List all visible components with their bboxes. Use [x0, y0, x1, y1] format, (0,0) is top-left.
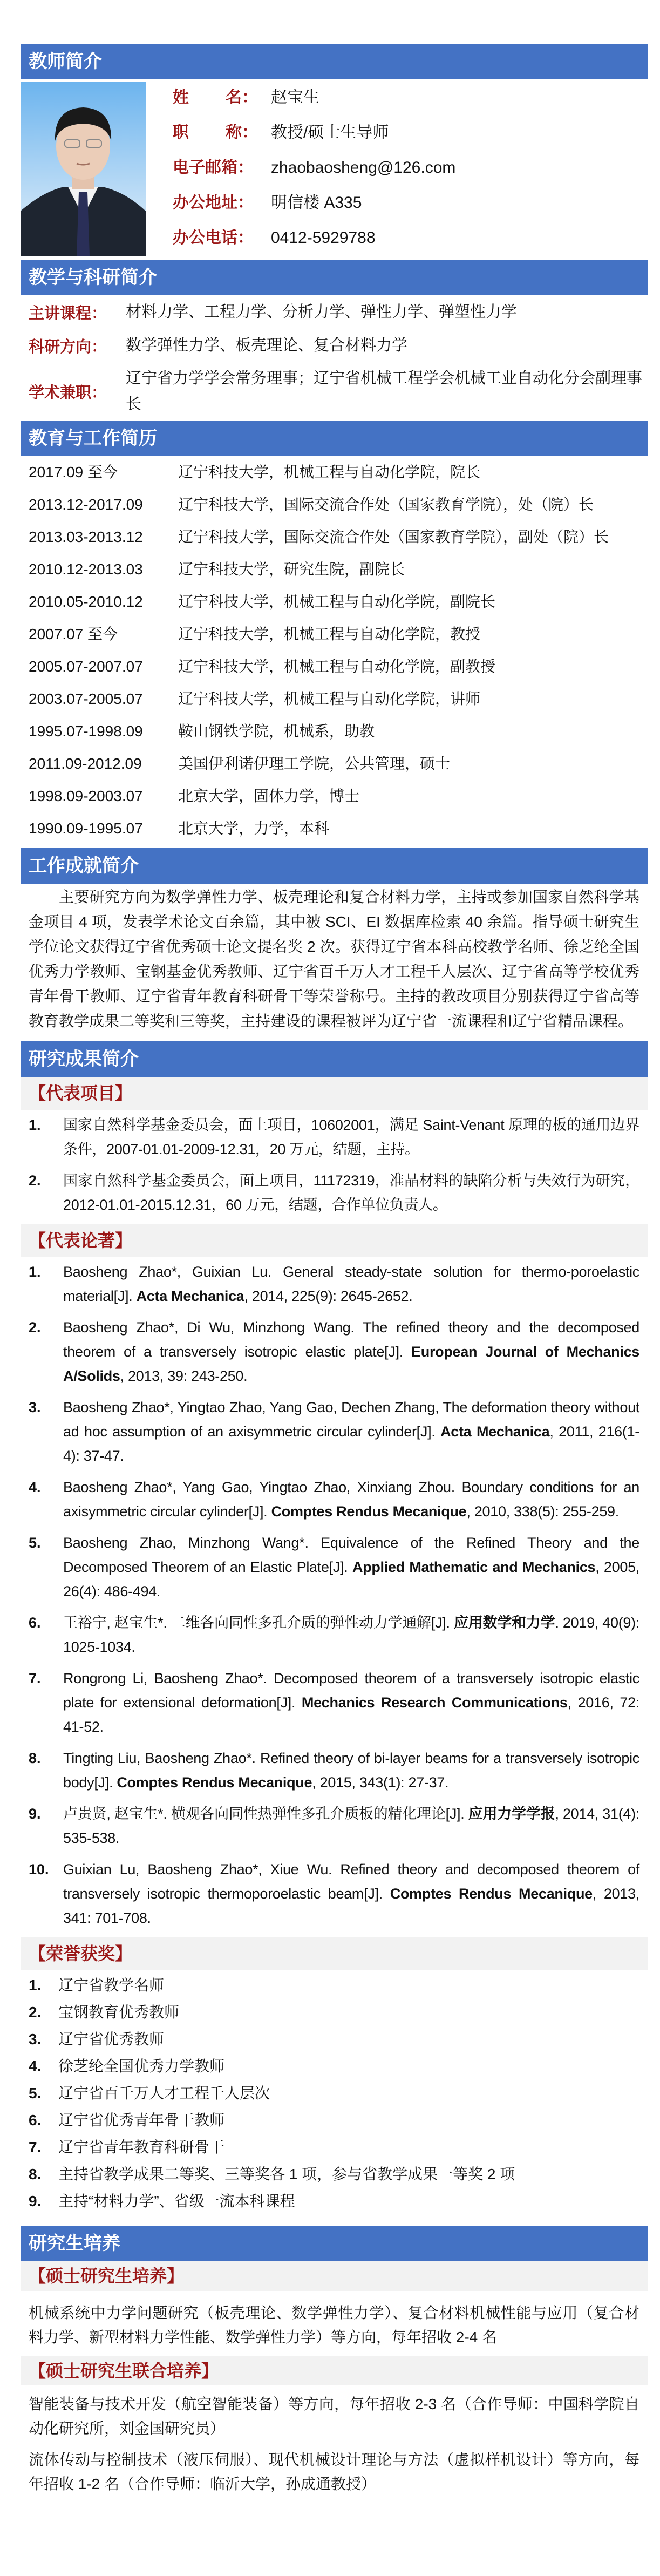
history-row [21, 748, 648, 780]
honor-item [29, 2080, 639, 2107]
history-row [21, 586, 648, 618]
item-number: 9. [29, 1806, 41, 1822]
subheader-joint: 【硕士研究生联合培养】 [21, 2356, 648, 2385]
teaching-row-research [21, 329, 648, 362]
paper-authors-title: Baosheng Zhao, Minzhong Wang*. Equivalence of the Refined Theory and the Decomposed Theorem of an Elastic Plate[J]. [63, 1535, 639, 1575]
honor-item [29, 1972, 639, 1999]
history-row [21, 683, 648, 715]
paper-journal: Acta Mechanica [440, 1423, 550, 1440]
profile-card [21, 82, 648, 257]
history-row [21, 553, 648, 586]
info-label [173, 117, 258, 149]
info-value: 赵宝生 [271, 89, 319, 106]
paper-journal: Applied Mathematic and Mechanics [352, 1559, 596, 1575]
paper-journal: Acta Mechanica [136, 1288, 244, 1304]
label-part: 称： [226, 124, 258, 141]
teaching-row-positions [21, 362, 648, 421]
info-name [173, 82, 648, 117]
paper-authors-title: 王裕宁, 赵宝生*. 二维各向同性多孔介质的弹性动力学通解[J]. [63, 1615, 454, 1631]
project-text: 国家自然科学基金委员会，面上项目，11172319，准晶材料的缺陷分析与失效行为研究，2012-01.01-2015.12.31，60 万元，结题，合作单位负责人。 [63, 1172, 639, 1213]
item-number: 3. [29, 2031, 42, 2048]
honor-text: 主持省教学成果二等奖、三等奖各 1 项，参与省教学成果一等奖 2 项 [58, 2166, 515, 2182]
master-text: 机械系统中力学问题研究（板壳理论、数学弹性力学）、复合材料机械性能与应用（复合材料力学、新型材料力学性能、数学弹性力学）等方向，每年招收 2-4 名 [29, 2304, 639, 2345]
paper-authors-title: Baosheng Zhao*, Di Wu, Minzhong Wang. The refined theory and the decomposed theorem of a transversely isotropic elastic plate[J]. [63, 1319, 639, 1360]
history-row [21, 715, 648, 748]
label-part: 姓 [173, 89, 189, 106]
projects-list [21, 1110, 648, 1217]
row-value: 数学弹性力学、板壳理论、复合材料力学 [126, 337, 408, 354]
paper-citation [63, 1260, 639, 1309]
paper-authors-title: Rongrong Li, Baosheng Zhao*. Decomposed theorem of a transversely isotropic elastic plate for extensional deformation[J]. [63, 1670, 639, 1711]
honor-item [29, 2107, 639, 2134]
info-value: 教授/硕士生导师 [271, 124, 389, 141]
paper-volume: . 2019, 40(9): 1025-1034. [63, 1615, 639, 1655]
info-value: 明信楼 A335 [271, 194, 362, 212]
info-label: 办公电话： [173, 229, 254, 247]
paper-journal: 应用数学和力学 [453, 1615, 555, 1631]
honor-text: 主持“材料力学”、省级一流本科课程 [58, 2193, 295, 2209]
honor-text: 辽宁省优秀教师 [58, 2031, 165, 2048]
history-date: 1990.09-1995.07 [29, 820, 143, 837]
item-number: 4. [29, 2058, 42, 2075]
joint-text: 智能装备与技术开发（航空智能装备）等方向，每年招收 2-3 名（合作导师：中国科学院自动化研究所，刘金国研究员） [29, 2396, 639, 2437]
history-desc: 北京大学，固体力学，博士 [178, 788, 360, 804]
item-number: 6. [29, 1615, 41, 1631]
section-header-achievements: 工作成就简介 [21, 848, 648, 884]
item-number: 8. [29, 1750, 41, 1766]
subheader-master: 【硕士研究生培养】 [21, 2261, 648, 2291]
item-number: 2. [29, 1172, 41, 1189]
info-email [173, 152, 648, 187]
history-desc: 鞍山钢铁学院，机械系，助教 [178, 723, 375, 740]
paper-citation [63, 1316, 639, 1388]
paper-authors-title: Tingting Liu, Baosheng Zhao*. Refined theory of bi-layer beams for a transversely isotropic body[J]. [63, 1750, 639, 1791]
teaching-row-courses [21, 295, 648, 329]
item-number: 2. [29, 1319, 41, 1336]
paper-volume: , 2013, 341: 701-708. [63, 1886, 639, 1926]
row-value: 材料力学、工程力学、分析力学、弹性力学、弹塑性力学 [126, 303, 518, 321]
history-date: 1995.07-1998.09 [29, 723, 143, 740]
paper-authors-title: Baosheng Zhao*, Guixian Lu. General steady-state solution for thermo-poroelastic material[J]. [63, 1264, 639, 1304]
history-desc: 北京大学，力学，本科 [178, 820, 330, 837]
paper-authors-title: Guixian Lu, Baosheng Zhao*, Xiue Wu. Refined theory and decomposed theorem of transversely isotropic thermoporoelastic beam[J]. [63, 1861, 639, 1902]
history-desc: 辽宁科技大学，机械工程与自动化学院，教授 [178, 626, 481, 642]
paper-authors-title: Baosheng Zhao*, Yingtao Zhao, Yang Gao, Dechen Zhang, The deformation theory without ad hoc assumption of an axisymmetric circular cylinder[J]. [63, 1399, 639, 1440]
portrait-photo [21, 82, 146, 256]
item-number: 3. [29, 1399, 41, 1415]
paper-citation [63, 1858, 639, 1930]
item-number: 2. [29, 2004, 42, 2021]
honor-item [29, 2053, 639, 2080]
honor-item [29, 2026, 639, 2053]
label-part: 名： [226, 89, 258, 106]
email-link[interactable]: zhaobaosheng@126.com [271, 159, 456, 177]
info-value: 0412-5929788 [271, 229, 376, 247]
paper-volume: , 2010, 338(5): 255-259. [466, 1503, 619, 1520]
subheader-papers: 【代表论著】 [21, 1224, 648, 1257]
paper-journal: 应用力学学报 [468, 1806, 555, 1822]
paper-item [29, 1395, 639, 1468]
honor-item [29, 1999, 639, 2026]
paper-citation [63, 1666, 639, 1739]
honor-item [29, 2188, 639, 2215]
paper-item [29, 1746, 639, 1795]
history-row [21, 489, 648, 521]
history-desc: 辽宁科技大学，研究生院，副院长 [178, 561, 405, 578]
project-item [29, 1169, 639, 1217]
history-desc: 辽宁科技大学，机械工程与自动化学院，副院长 [178, 593, 496, 610]
paper-item [29, 1802, 639, 1850]
row-value: 辽宁省力学学会常务理事；辽宁省机械工程学会机械工业自动化分会副理事长 [126, 370, 643, 413]
paper-volume: , 2016, 72: 41-52. [63, 1694, 639, 1735]
info-label: 办公地址： [173, 194, 254, 212]
history-desc: 辽宁科技大学，机械工程与自动化学院，讲师 [178, 690, 481, 707]
info-title [173, 117, 648, 152]
row-label: 学术兼职： [29, 384, 107, 402]
history-date: 1998.09-2003.07 [29, 788, 143, 804]
paper-volume: , 2011, 216(1-4): 37-47. [63, 1423, 639, 1464]
paper-volume: , 2005, 26(4): 486-494. [63, 1559, 639, 1599]
history-date: 2005.07-2007.07 [29, 658, 143, 675]
paper-item [29, 1316, 639, 1388]
history-desc: 辽宁科技大学，机械工程与自动化学院，院长 [178, 464, 481, 480]
paper-citation [63, 1746, 639, 1795]
honor-text: 徐芝纶全国优秀力学教师 [58, 2058, 225, 2075]
profile-info [146, 82, 648, 257]
paper-item [29, 1260, 639, 1309]
info-label [173, 82, 258, 114]
honor-item [29, 2161, 639, 2188]
info-phone [173, 222, 648, 257]
history-desc: 美国伊利诺伊理工学院，公共管理，硕士 [178, 755, 451, 772]
paper-journal: Mechanics Research Communications [301, 1694, 568, 1711]
paper-item [29, 1858, 639, 1930]
paper-volume: , 2014, 225(9): 2645-2652. [244, 1288, 413, 1304]
history-date: 2010.12-2013.03 [29, 561, 143, 578]
history-desc: 辽宁科技大学，国际交流合作处（国家教育学院），处（院）长 [178, 496, 594, 513]
project-text: 国家自然科学基金委员会，面上项目，10602001，满足 Saint-Venant 原理的板的通用边界条件，2007-01.01-2009-12.31，20 万元，结题，主持。 [63, 1117, 639, 1157]
row-label: 主讲课程： [29, 304, 107, 322]
history-date: 2017.09 至今 [29, 464, 118, 480]
paper-journal: Comptes Rendus Mecanique [271, 1503, 467, 1520]
section-header-teaching: 教学与科研简介 [21, 260, 648, 295]
honor-text: 辽宁省百千万人才工程千人层次 [58, 2085, 270, 2102]
honors-list [21, 1970, 648, 2215]
history-row [21, 812, 648, 845]
paper-volume: , 2015, 343(1): 27-37. [312, 1774, 449, 1791]
item-number: 7. [29, 1670, 41, 1686]
history-date: 2013.03-2013.12 [29, 528, 143, 545]
history-desc: 辽宁科技大学，机械工程与自动化学院，副教授 [178, 658, 496, 675]
paper-journal: Comptes Rendus Mecanique [390, 1886, 593, 1902]
honor-item [29, 2134, 639, 2161]
paper-item [29, 1475, 639, 1524]
item-number: 10. [29, 1861, 49, 1877]
paper-journal: Comptes Rendus Mecanique [117, 1774, 312, 1791]
info-office [173, 187, 648, 222]
achievements-text: 主要研究方向为数学弹性力学、板壳理论和复合材料力学，主持或参加国家自然科学基金项目 4 项，发表学术论文百余篇，其中被 SCI、EI 数据库检索 40 余篇。指导硕士研究生学位论文获得辽宁省优秀硕士论文提名奖 2 次。获得辽宁省本科高校教学名师、徐芝纶全国优秀力学教师、宝钢基金优秀教师、辽宁省百千万人才工程千人层次、辽宁省高等学校优秀青年骨干教师、辽宁省青年教育科研骨干等荣誉称号。主持的教改项目分别获得辽宁省高等教育教学成果二等奖和三等奖，主持建设的课程被评为辽宁省一流课程和辽宁省精品课程。 [29, 889, 639, 1029]
honor-text: 辽宁省优秀青年骨干教师 [58, 2112, 225, 2128]
section-header-profile: 教师简介 [21, 44, 648, 79]
label-part: 职 [173, 124, 189, 141]
item-number: 5. [29, 1535, 41, 1551]
paper-journal: European Journal of Mechanics A/Solids [63, 1344, 639, 1384]
paper-citation [63, 1611, 639, 1659]
item-number: 9. [29, 2193, 42, 2209]
history-row [21, 618, 648, 650]
history-date: 2003.07-2005.07 [29, 690, 143, 707]
paper-citation [63, 1475, 639, 1524]
honor-text: 辽宁省青年教育科研骨干 [58, 2139, 225, 2155]
history-date: 2007.07 至今 [29, 626, 118, 642]
paper-authors-title: Baosheng Zhao*, Yang Gao, Yingtao Zhao, Xinxiang Zhou. Boundary conditions for an axisymmetric circular cylinder[J]. [63, 1479, 639, 1520]
item-number: 1. [29, 1977, 42, 1994]
teacher-profile-page [21, 0, 648, 2496]
paper-item [29, 1666, 639, 1739]
paper-item [29, 1531, 639, 1604]
subheader-projects: 【代表项目】 [21, 1077, 648, 1110]
project-item [29, 1113, 639, 1162]
row-label: 科研方向： [29, 338, 107, 356]
history-list [21, 456, 648, 845]
history-row [21, 780, 648, 812]
history-row [21, 456, 648, 489]
item-number: 6. [29, 2112, 42, 2128]
section-header-research: 研究成果简介 [21, 1041, 648, 1077]
paper-citation [63, 1395, 639, 1468]
paper-authors-title: 卢贵贤, 赵宝生*. 横观各向同性热弹性多孔介质板的精化理论[J]. [63, 1806, 468, 1822]
item-number: 1. [29, 1117, 41, 1133]
paper-volume: , 2013, 39: 243-250. [120, 1368, 248, 1384]
paper-volume: , 2014, 31(4): 535-538. [63, 1806, 639, 1846]
subheader-honors: 【荣誉获奖】 [21, 1937, 648, 1970]
honor-text: 辽宁省教学名师 [58, 1977, 165, 1994]
history-date: 2011.09-2012.09 [29, 755, 142, 772]
paper-item [29, 1611, 639, 1659]
history-row [21, 521, 648, 553]
history-date: 2013.12-2017.09 [29, 496, 143, 513]
history-date: 2010.05-2010.12 [29, 593, 143, 610]
joint-text: 流体传动与控制技术（液压伺服）、现代机械设计理论与方法（虚拟样机设计）等方向，每年招收 1-2 名（合作导师：临沂大学，孙成通教授） [29, 2451, 639, 2492]
item-number: 1. [29, 1264, 41, 1280]
honor-text: 宝钢教育优秀教师 [58, 2004, 180, 2021]
item-number: 7. [29, 2139, 42, 2155]
item-number: 5. [29, 2085, 42, 2102]
item-number: 4. [29, 1479, 41, 1495]
section-header-history: 教育与工作简历 [21, 421, 648, 456]
section-header-graduate: 研究生培养 [21, 2226, 648, 2261]
history-desc: 辽宁科技大学，国际交流合作处（国家教育学院），副处（院）长 [178, 528, 609, 545]
item-number: 8. [29, 2166, 42, 2182]
paper-citation [63, 1802, 639, 1850]
paper-citation [63, 1531, 639, 1604]
papers-list [21, 1257, 648, 1930]
history-row [21, 650, 648, 683]
info-label: 电子邮箱： [173, 159, 254, 177]
